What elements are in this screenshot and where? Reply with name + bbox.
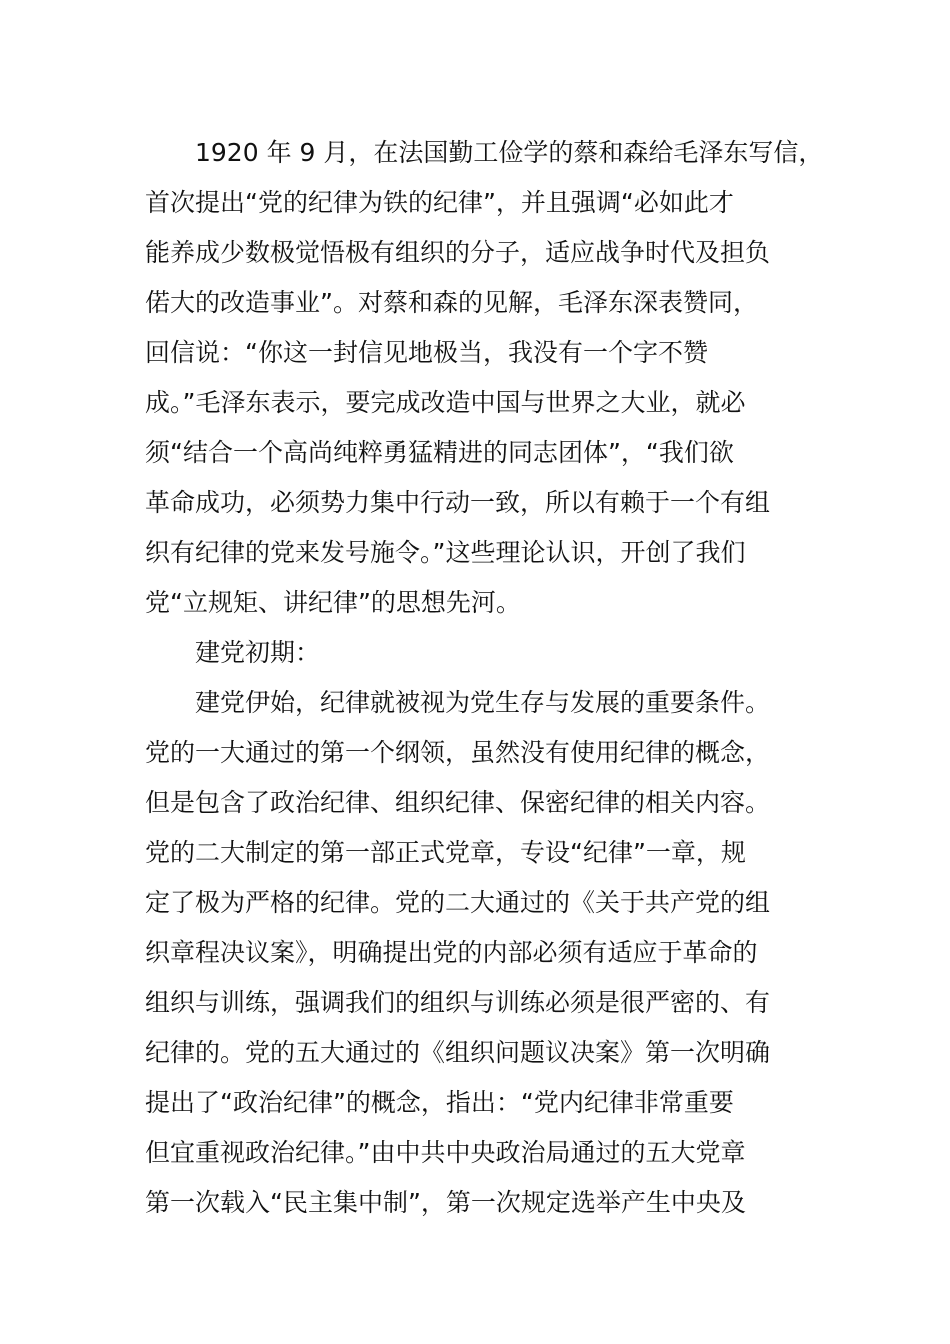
text-line: 1920 年 9 月，在法国勤工俭学的蔡和森给毛泽东写信，: [145, 138, 824, 167]
text-line: 党“立规矩、讲纪律”的思想先河。: [145, 588, 521, 617]
text-line: 建党伊始，纪律就被视为党生存与发展的重要条件。: [145, 688, 771, 717]
text-line: 党的一大通过的第一个纲领，虽然没有使用纪律的概念，: [145, 738, 771, 767]
text-line: 成。”毛泽东表示，要完成改造中国与世界之大业，就必: [145, 388, 746, 417]
text-line: 但是包含了政治纪律、组织纪律、保密纪律的相关内容。: [145, 788, 771, 817]
text-line: 第一次载入“民主集中制”，第一次规定选举产生中央及: [145, 1188, 746, 1217]
text-line: 提出了“政治纪律”的概念，指出：“党内纪律非常重要: [145, 1088, 734, 1117]
text-line: 党的二大制定的第一部正式党章，专设“纪律”一章，规: [145, 838, 746, 867]
text-line: 织有纪律的党来发号施令。”这些理论认识，开创了我们: [145, 538, 746, 567]
body-text: [145, 128, 824, 1228]
text-line: 纪律的。党的五大通过的《组织问题议决案》第一次明确: [145, 1038, 771, 1067]
text-line: 偌大的改造事业”。对蔡和森的见解，毛泽东深表赞同，: [145, 288, 758, 317]
text-line: 首次提出“党的纪律为铁的纪律”，并且强调“必如此才: [145, 188, 734, 217]
text-line: 回信说：“你这一封信见地极当，我没有一个字不赞: [145, 338, 708, 367]
text-line: 革命成功，必须势力集中行动一致，所以有赖于一个有组: [145, 488, 771, 517]
text-line: 织章程决议案》，明确提出党的内部必须有适应于革命的: [145, 938, 758, 967]
section-heading: 建党初期：: [145, 638, 321, 667]
text-line: 能养成少数极觉悟极有组织的分子，适应战争时代及担负: [145, 238, 771, 267]
text-line: 定了极为严格的纪律。党的二大通过的《关于共产党的组: [145, 888, 771, 917]
text-line: 须“结合一个高尚纯粹勇猛精进的同志团体”，“我们欲: [145, 438, 734, 467]
text-line: 但宜重视政治纪律。”由中共中央政治局通过的五大党章: [145, 1138, 746, 1167]
text-line: 组织与训练，强调我们的组织与训练必须是很严密的、有: [145, 988, 771, 1017]
